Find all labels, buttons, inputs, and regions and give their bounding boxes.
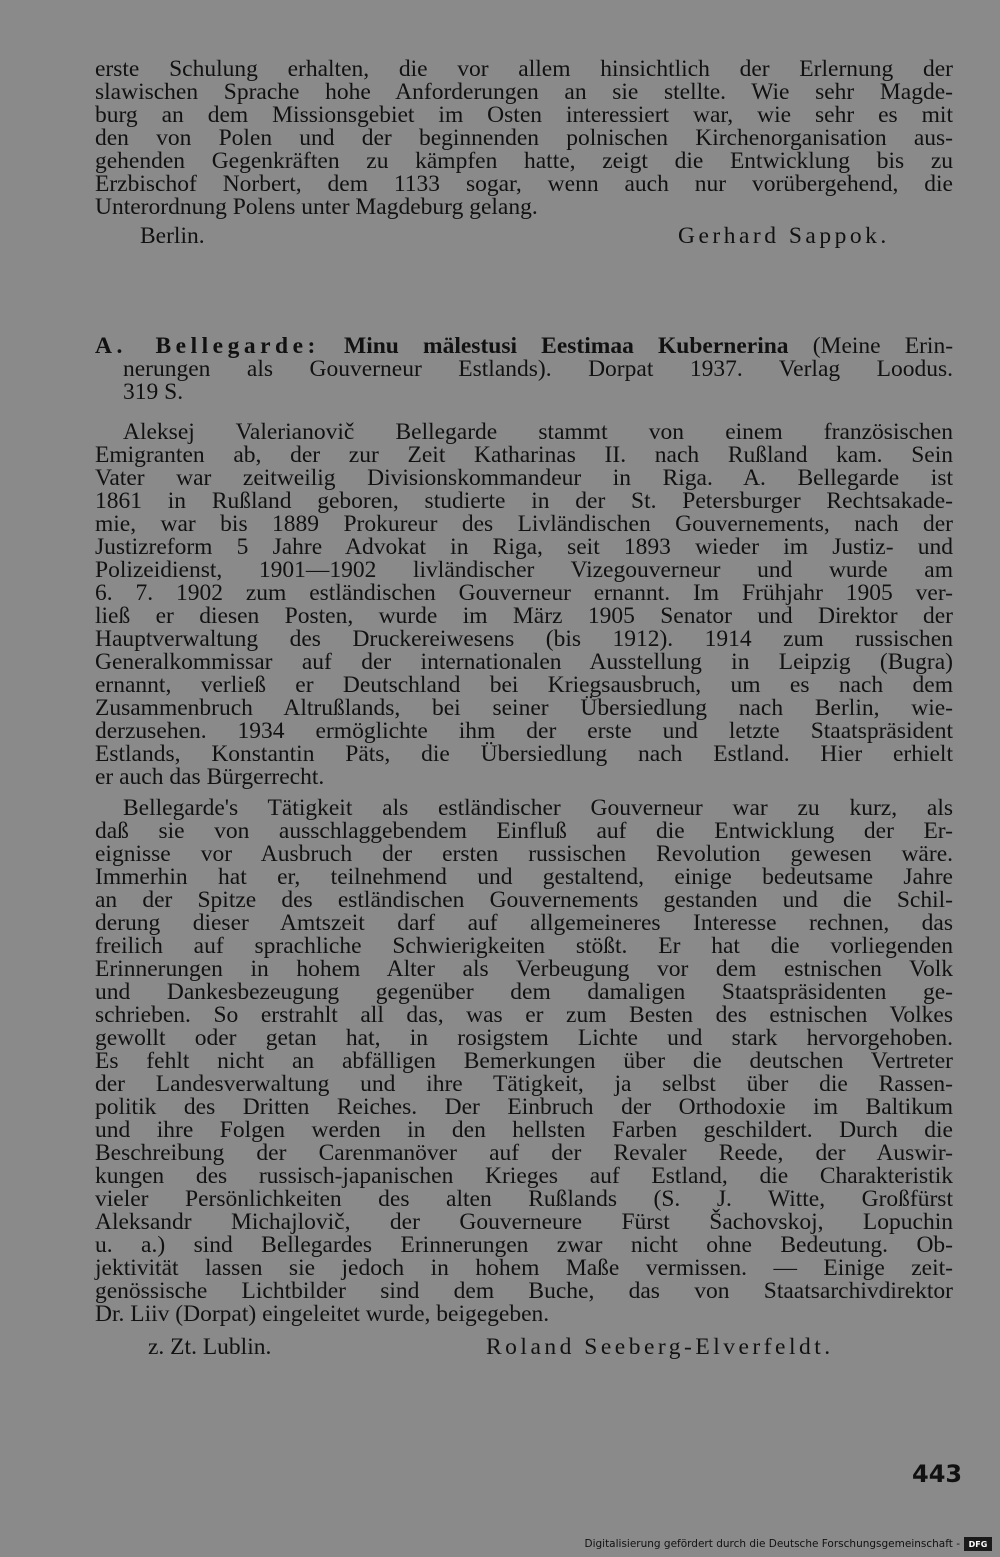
book-author: A. Bellegarde: <box>95 333 320 359</box>
text-line: den von Polen und der beginnenden polnischen Kirchenorganisation aus- <box>95 125 953 151</box>
text-line: Emigranten ab, der zur Zeit Katharinas II. nach Rußland kam. Sein <box>95 442 953 468</box>
text-line: Estlands, Konstantin Päts, die Übersiedlung nach Estland. Hier erhielt <box>95 741 953 767</box>
text-line: schrieben. So erstrahlt all das, was er zum Besten des estnischen Volkes <box>95 1002 953 1028</box>
review-1-reviewer: Gerhard Sappok. <box>678 223 890 249</box>
book-title: Minu mälestusi Eestimaa Kubernerina <box>344 333 789 359</box>
review-2-place: z. Zt. Lublin. <box>148 1334 272 1360</box>
text-line: mie, war bis 1889 Prokureur des Livländischen Gouvernements, nach der <box>95 511 953 537</box>
text-line: Beschreibung der Carenmanöver auf der Revaler Reede, der Auswir- <box>95 1140 953 1166</box>
text-line: Generalkommissar auf der internationalen Ausstellung in Leipzig (Bugra) <box>95 649 953 675</box>
text-line: derzusehen. 1934 ermöglichte ihm der erste und letzte Staatspräsident <box>95 718 953 744</box>
text-line: Polizeidienst, 1901—1902 livländischer Vizegouverneur und wurde am <box>95 557 953 583</box>
text-line: u. a.) sind Bellegardes Erinnerungen zwar nicht ohne Bedeutung. Ob- <box>95 1232 953 1258</box>
heading-translation-start: (Meine Erin- <box>812 333 954 359</box>
text-line: er auch das Bürgerrecht. <box>95 764 325 790</box>
text-line: 6. 7. 1902 zum estländischen Gouverneur ernannt. Im Frühjahr 1905 ver- <box>95 580 953 606</box>
text-line: Zusammenbruch Altrußlands, bei seiner Übersiedlung nach Berlin, wie- <box>95 695 953 721</box>
text-line: und ihre Folgen werden in den hellsten Farben geschildert. Durch die <box>95 1117 953 1143</box>
page-number: 443 <box>912 1460 963 1488</box>
text-line: ließ er diesen Posten, wurde im März 1905 Senator und Direktor der <box>95 603 953 629</box>
text-line: burg an dem Missionsgebiet im Osten interessiert war, wie sehr es mit <box>95 102 953 128</box>
text-line: derung dieser Amtszeit darf auf allgemeineres Interesse rechnen, das <box>95 910 953 936</box>
text-line: Erinnerungen in hohem Alter als Verbeugung vor dem estnischen Volk <box>95 956 953 982</box>
text-line: gehenden Gegenkräften zu kämpfen hatte, zeigt die Entwicklung bis zu <box>95 148 953 174</box>
text-line: Es fehlt nicht an abfälligen Bemerkungen über die deutschen Vertreter <box>95 1048 953 1074</box>
text-line: Unterordnung Polens unter Magdeburg gelang. <box>95 194 538 220</box>
text-line: Justizreform 5 Jahre Advokat in Riga, seit 1893 wieder im Justiz- und <box>95 534 953 560</box>
review-2-paragraph-2 <box>95 797 953 1326</box>
text-line: Erzbischof Norbert, dem 1133 sogar, wenn auch nur vorübergehend, die <box>95 171 953 197</box>
text-line: Hauptverwaltung des Druckereiwesens (bis 1912). 1914 zum russischen <box>95 626 953 652</box>
text-line: der Landesverwaltung und ihre Tätigkeit, ja selbst über die Rassen- <box>95 1071 953 1097</box>
text-line: gewollt oder getan hat, in rosigstem Lichte und stark hervorgehoben. <box>95 1025 953 1051</box>
dfg-logo: DFG <box>964 1537 992 1551</box>
text-line: daß sie von ausschlaggebendem Einfluß auf die Entwicklung der Er- <box>95 818 953 844</box>
digitization-footer <box>0 1534 1000 1557</box>
review-2-heading <box>95 335 953 404</box>
text-line: politik des Dritten Reiches. Der Einbruch der Orthodoxie im Baltikum <box>95 1094 953 1120</box>
review-2-reviewer: Roland Seeberg-Elverfeldt. <box>486 1334 834 1360</box>
review-1-text <box>95 58 953 219</box>
text-line: Aleksej Valerianovič Bellegarde stammt von einem französischen <box>123 419 953 445</box>
heading-line-2: nerungen als Gouverneur Estlands). Dorpat 1937. Verlag Loodus. <box>123 356 953 382</box>
heading-line-1 <box>95 335 953 358</box>
text-line: Dr. Liiv (Dorpat) eingeleitet wurde, beigegeben. <box>95 1301 550 1327</box>
text-line: Immerhin hat er, teilnehmend und gestaltend, einige bedeutsame Jahre <box>95 864 953 890</box>
text-line: freilich auf sprachliche Schwierigkeiten stößt. Er hat die vorliegenden <box>95 933 953 959</box>
text-line: ernannt, verließ er Deutschland bei Kriegsausbruch, um es nach dem <box>95 672 953 698</box>
text-line: Aleksandr Michajlovič, der Gouverneure Fürst Šachovskoj, Lopuchin <box>95 1209 953 1235</box>
heading-line-3: 319 S. <box>123 379 184 405</box>
text-line: und Dankesbezeugung gegenüber dem damaligen Staatspräsidenten ge- <box>95 979 953 1005</box>
text-line: Bellegarde's Tätigkeit als estländischer Gouverneur war zu kurz, als <box>123 795 953 821</box>
text-line: slawischen Sprache hohe Anforderungen an sie stellte. Wie sehr Magde- <box>95 79 953 105</box>
review-2-paragraph-1 <box>95 421 953 789</box>
text-line: vieler Persönlichkeiten des alten Rußlands (S. J. Witte, Großfürst <box>95 1186 953 1212</box>
footer-credit: Digitalisierung gefördert durch die Deutsche Forschungsgemeinschaft - <box>584 1538 960 1550</box>
text-line: kungen des russisch-japanischen Krieges auf Estland, die Charakteristik <box>95 1163 953 1189</box>
text-line: an der Spitze des estländischen Gouvernements gestanden und die Schil- <box>95 887 953 913</box>
text-line: 1861 in Rußland geboren, studierte in der St. Petersburger Rechtsakade- <box>95 488 953 514</box>
text-line: eignisse vor Ausbruch der ersten russischen Revolution gewesen wäre. <box>95 841 953 867</box>
text-line: jektivität lassen sie jedoch in hohem Maße vermissen. — Einige zeit- <box>95 1255 953 1281</box>
text-line: genössische Lichtbilder sind dem Buche, das von Staatsarchivdirektor <box>95 1278 953 1304</box>
text-line: erste Schulung erhalten, die vor allem hinsichtlich der Erlernung der <box>95 56 953 82</box>
text-line: Vater war zeitweilig Divisionskommandeur in Riga. A. Bellegarde ist <box>95 465 953 491</box>
review-1-place: Berlin. <box>140 223 205 249</box>
